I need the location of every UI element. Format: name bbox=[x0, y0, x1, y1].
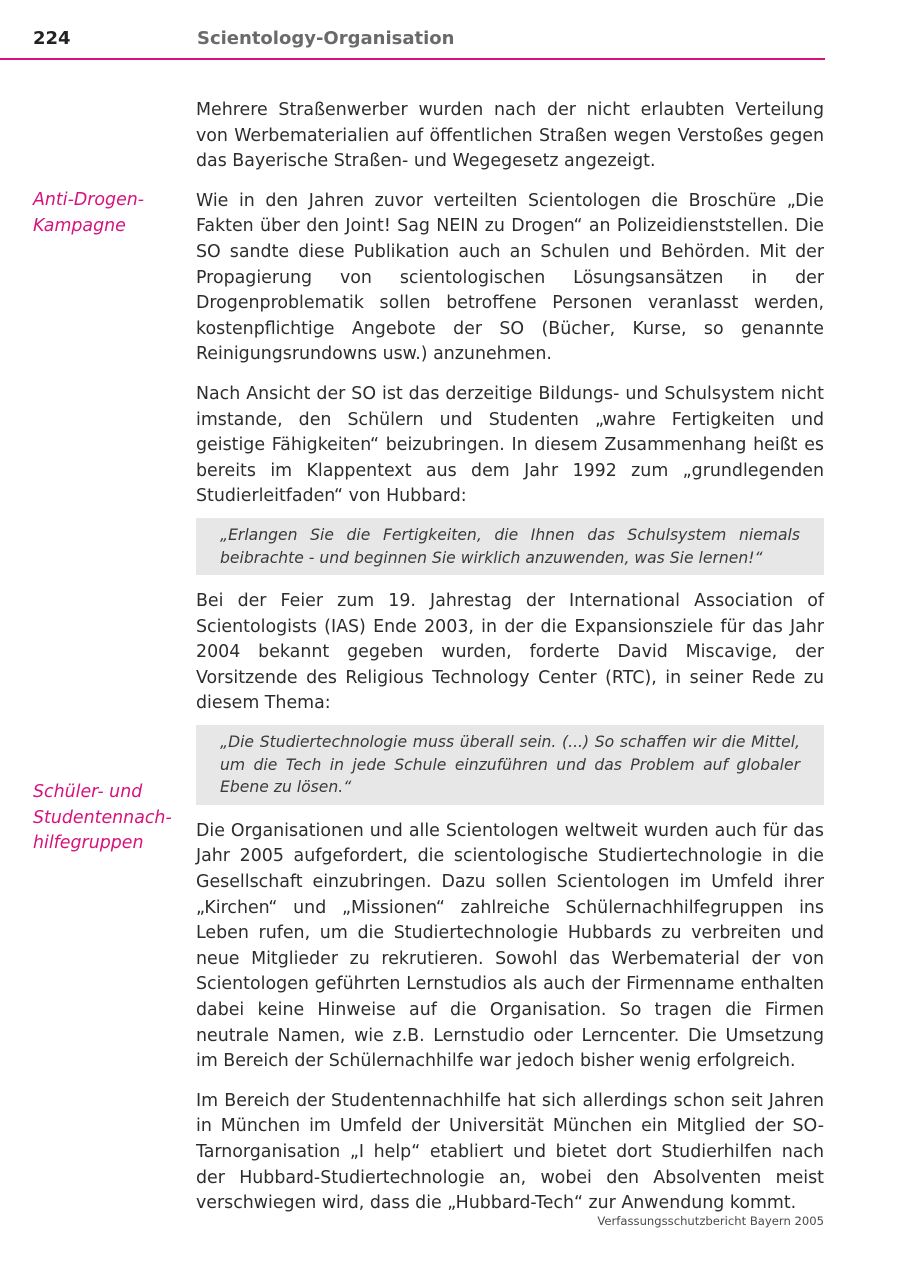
quote-block: „Erlangen Sie die Fertigkeiten, die Ihnen das Schulsystem niemals beibrachte - und beginnen Sie wirklich anzuwenden, was Sie lernen!“ bbox=[196, 518, 824, 575]
paragraph: Mehrere Straßenwerber wurden nach der nicht erlaubten Verteilung von Werbematerialien auf öffentlichen Straßen wegen Verstoßes gegen das Bayerische Straßen- und Wegegesetz angezeigt. bbox=[196, 100, 824, 172]
running-title: Scientology-Organisation bbox=[197, 28, 455, 49]
paragraph: Im Bereich der Studentennachhilfe hat sich allerdings schon seit Jahren in München im Umfeld der Universität München ein Mitglied der SO-Tarnorganisation „I help“ etabliert und bietet dort Studierhilfen nach der Hubbard-Studiertechnologie an, wobei den Absolventen meist verschwiegen wird, dass die „Hubbard-Tech“ zur Anwendung kommt. bbox=[196, 1090, 824, 1214]
paragraph: Die Organisationen und alle Scientologen weltweit wurden auch für das Jahr 2005 aufgefordert, die scientologische Studiertechnologie in die Gesellschaft einzubringen. Dazu sollen Scientologen im Umfeld ihrer „Kirchen“ und „Missionen“ zahlreiche Schülernachhilfegruppen ins Leben rufen, um die Studiertechnologie Hubbards zu verbreiten und neue Mitglieder zu rekrutieren. Sowohl das Werbematerial der von Scientologen geführten Lernstudios als auch der Firmenname enthalten dabei keine Hinweise auf die Organisation. So tragen die Firmen neutrale Namen, wie z.B. Lernstudio oder Lerncenter. Die Umsetzung im Bereich der Schülernachhilfe war jedoch bisher wenig erfolgreich. bbox=[196, 820, 824, 1072]
page-number: 224 bbox=[33, 28, 71, 49]
page-footer: Verfassungsschutzbericht Bayern 2005 bbox=[597, 1214, 824, 1228]
paragraph: Nach Ansicht der SO ist das derzeitige Bildungs- und Schulsystem nicht imstande, den Schülern und Studenten „wahre Fertigkeiten und geistige Fähigkeiten“ beizubringen. In diesem Zusammenhang heißt es bereits im Klappentext aus dem Jahr 1992 zum „grundlegenden Studierleitfaden“ von Hubbard: bbox=[196, 383, 824, 507]
paragraph: Wie in den Jahren zuvor verteilten Scientologen die Broschüre „Die Fakten über den Joint! Sag NEIN zu Drogen“ an Polizeidienststellen. Die SO sandte diese Publikation auch an Schulen und Behörden. Mit der Propagierung von scientologischen Lösungsansätzen in der Drogenproblematik sollen betroffene Personen veranlasst werden, kostenpflichtige Angebote der SO (Bücher, Kurse, so genannte Reinigungsrundowns usw.) anzunehmen. bbox=[196, 190, 824, 365]
margin-note-anti-drogen: Anti-Drogen- Kampagne bbox=[33, 190, 145, 236]
main-text bbox=[196, 98, 824, 1231]
paragraph: Bei der Feier zum 19. Jahrestag der International Association of Scientologists (IAS) Ende 2003, in der die Expansionsziele für das Jahr 2004 bekannt gegeben wurden, forderte David Miscavige, der Vorsitzende des Religious Technology Center (RTC), in seiner Rede zu diesem Thema: bbox=[196, 591, 824, 714]
margin-note-nachhilfe: Schüler- und Studentennach- hilfegruppen bbox=[33, 782, 172, 854]
page-header bbox=[0, 0, 825, 60]
quote-block: „Die Studiertechnologie muss überall sein. (...) So schaffen wir die Mittel, um die Tech in jede Schule einzuführen und das Problem auf globaler Ebene zu lösen.“ bbox=[196, 725, 824, 805]
